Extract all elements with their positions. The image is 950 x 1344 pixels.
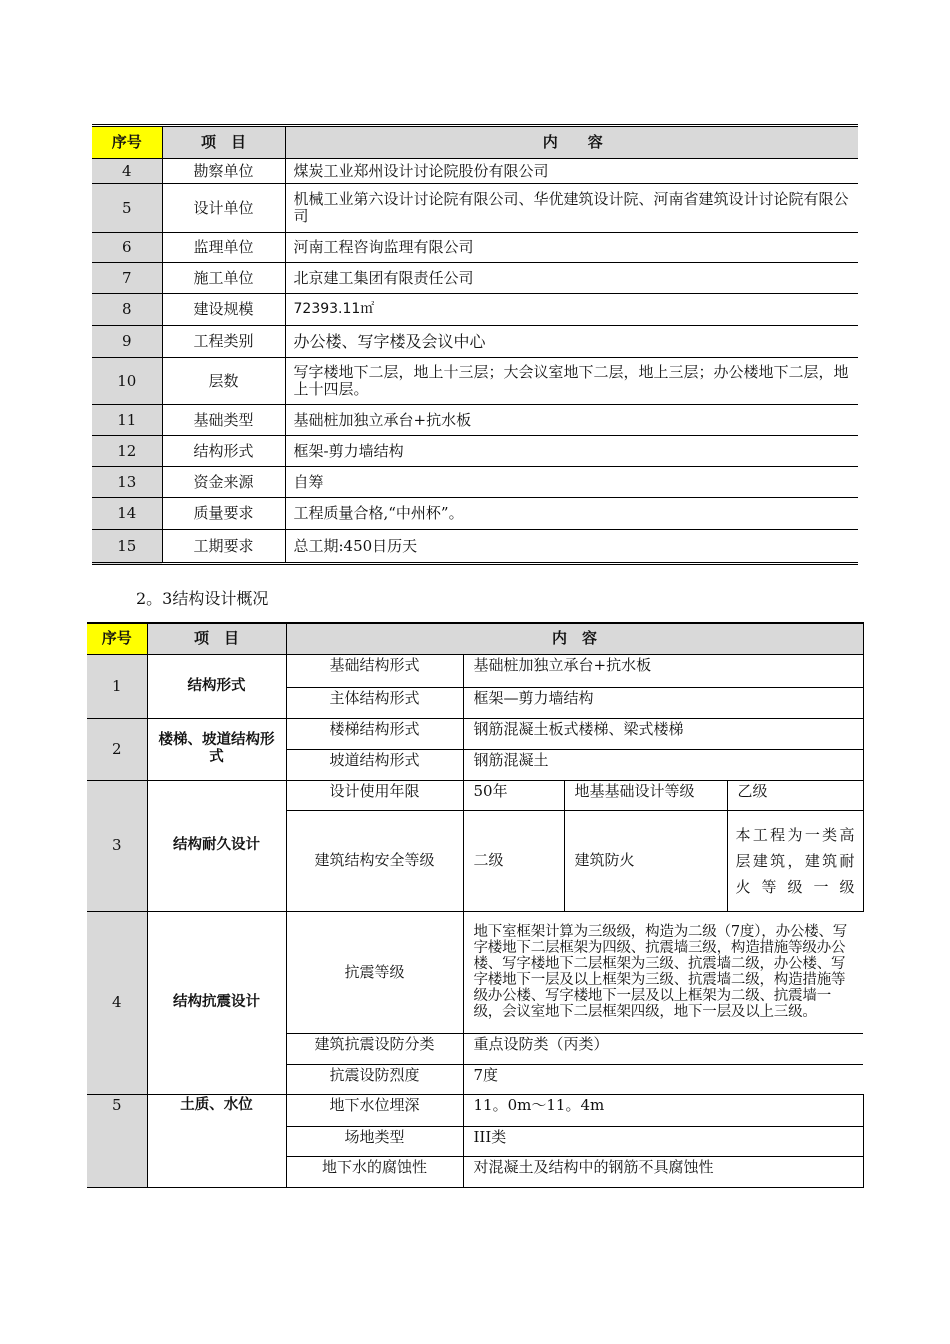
table-header-row: [87, 623, 863, 654]
row-seq: 9: [92, 326, 162, 358]
row-item: 工期要求: [162, 530, 285, 564]
row-seq: 7: [92, 263, 162, 294]
row-subitem: 地下水的腐蚀性: [286, 1156, 463, 1187]
table-row: [92, 326, 858, 358]
row-subitem-2: 地基基础设计等级: [564, 780, 727, 810]
row-subitem: 主体结构形式: [286, 687, 463, 718]
row-seq: 8: [92, 294, 162, 326]
row-subitem: 坡道结构形式: [286, 749, 463, 780]
row-seq: 15: [92, 530, 162, 564]
row-seq: 6: [92, 233, 162, 263]
row-category: 结构抗震设计: [147, 911, 286, 1094]
row-value: 11。0m～11。4m: [463, 1094, 863, 1126]
row-value: 重点设防类（丙类）: [463, 1033, 863, 1064]
row-category: 结构形式: [147, 654, 286, 718]
table-row: [92, 498, 858, 530]
row-subitem: 抗震设防烈度: [286, 1064, 463, 1094]
row-subitem: 设计使用年限: [286, 780, 463, 810]
row-content: 自筹: [285, 467, 858, 498]
row-item: 结构形式: [162, 436, 285, 467]
row-subitem: 基础结构形式: [286, 654, 463, 687]
row-value-2: 乙级: [727, 780, 863, 810]
row-seq: 2: [87, 718, 147, 780]
row-subitem: 建筑抗震设防分类: [286, 1033, 463, 1064]
row-content: 写字楼地下二层，地上十三层；大会议室地下二层，地上三层；办公楼地下二层，地上十四层。: [285, 358, 858, 405]
row-content: 机械工业第六设计讨论院有限公司、华优建筑设计院、河南省建筑设计讨论院有限公司: [285, 184, 858, 233]
row-content: 72393.11㎡: [285, 294, 858, 326]
row-seq: 12: [92, 436, 162, 467]
table-row: [92, 184, 858, 233]
header-content: 内 容: [286, 623, 863, 654]
header-seq: 序号: [87, 623, 147, 654]
table-row: [92, 358, 858, 405]
row-seq: 5: [92, 184, 162, 233]
row-seq: 1: [87, 654, 147, 718]
row-item: 工程类别: [162, 326, 285, 358]
row-subitem-2: 建筑防火: [564, 810, 727, 911]
table-row: [87, 654, 863, 687]
row-category: 结构耐久设计: [147, 780, 286, 911]
table-row: [92, 530, 858, 564]
table-row: [87, 1094, 863, 1126]
row-item: 设计单位: [162, 184, 285, 233]
row-subitem: 抗震等级: [286, 911, 463, 1033]
table-row: [92, 233, 858, 263]
table-row: [87, 911, 863, 1033]
row-item: 施工单位: [162, 263, 285, 294]
row-seq: 11: [92, 405, 162, 436]
row-category: 楼梯、坡道结构形式: [147, 718, 286, 780]
row-value: 50年: [463, 780, 564, 810]
row-item: 质量要求: [162, 498, 285, 530]
row-content: 框架-剪力墙结构: [285, 436, 858, 467]
table-row: [92, 436, 858, 467]
row-item: 监理单位: [162, 233, 285, 263]
row-value-2: 本工程为一类高层建筑，建筑耐火等级一级: [727, 810, 863, 911]
row-content: 办公楼、写字楼及会议中心: [285, 326, 858, 358]
row-subitem: 场地类型: [286, 1126, 463, 1156]
row-content: 河南工程咨询监理有限公司: [285, 233, 858, 263]
table-row: [92, 467, 858, 498]
table-row: [92, 294, 858, 326]
table-row: [92, 405, 858, 436]
row-item: 资金来源: [162, 467, 285, 498]
header-item: 项 目: [162, 126, 285, 159]
row-value: 钢筋混凝土板式楼梯、梁式楼梯: [463, 718, 863, 749]
row-category: 土质、水位: [147, 1094, 286, 1187]
row-seq: 5: [87, 1094, 147, 1187]
row-seq: 10: [92, 358, 162, 405]
table-row: [87, 780, 863, 810]
row-subitem: 楼梯结构形式: [286, 718, 463, 749]
table-row: [87, 718, 863, 749]
row-value: 基础桩加独立承台+抗水板: [463, 654, 863, 687]
section-title: 2。3结构设计概况: [136, 589, 269, 608]
row-subitem: 建筑结构安全等级: [286, 810, 463, 911]
row-content: 北京建工集团有限责任公司: [285, 263, 858, 294]
table-row: [92, 159, 858, 184]
structural-design-table: [87, 622, 864, 1188]
row-seq: 3: [87, 780, 147, 911]
header-item: 项 目: [147, 623, 286, 654]
row-seq: 13: [92, 467, 162, 498]
row-subitem: 地下水位埋深: [286, 1094, 463, 1126]
header-content: 内 容: [285, 126, 858, 159]
header-seq: 序号: [92, 126, 162, 159]
row-seq: 4: [92, 159, 162, 184]
row-content: 煤炭工业郑州设计讨论院股份有限公司: [285, 159, 858, 184]
row-content: 总工期:450日历天: [285, 530, 858, 564]
row-content: 工程质量合格,“中州杯”。: [285, 498, 858, 530]
table-header-row: [92, 126, 858, 159]
row-item: 层数: [162, 358, 285, 405]
row-item: 基础类型: [162, 405, 285, 436]
project-overview-table: [92, 124, 858, 565]
row-seq: 14: [92, 498, 162, 530]
row-value: 对混凝土及结构中的钢筋不具腐蚀性: [463, 1156, 863, 1187]
row-value: 7度: [463, 1064, 863, 1094]
row-value: 地下室框架计算为三级级，构造为二级（7度），办公楼、写字楼地下二层框架为四级、抗震墙三级，构造措施等级办公楼、写字楼地下二层框架为三级、抗震墙二级，办公楼、写字楼地下一层及以上框架为三级、抗震墙二级，构造措施等级办公楼、写字楼地下一层及以上框架为二级、抗震墙一级，会议室地下二层框架四级，地下一层及以上三级。: [463, 911, 863, 1033]
row-value: 二级: [463, 810, 564, 911]
row-value: III类: [463, 1126, 863, 1156]
row-value: 框架—剪力墙结构: [463, 687, 863, 718]
row-value: 钢筋混凝土: [463, 749, 863, 780]
row-item: 勘察单位: [162, 159, 285, 184]
row-item: 建设规模: [162, 294, 285, 326]
row-seq: 4: [87, 911, 147, 1094]
table-row: [92, 263, 858, 294]
row-content: 基础桩加独立承台+抗水板: [285, 405, 858, 436]
